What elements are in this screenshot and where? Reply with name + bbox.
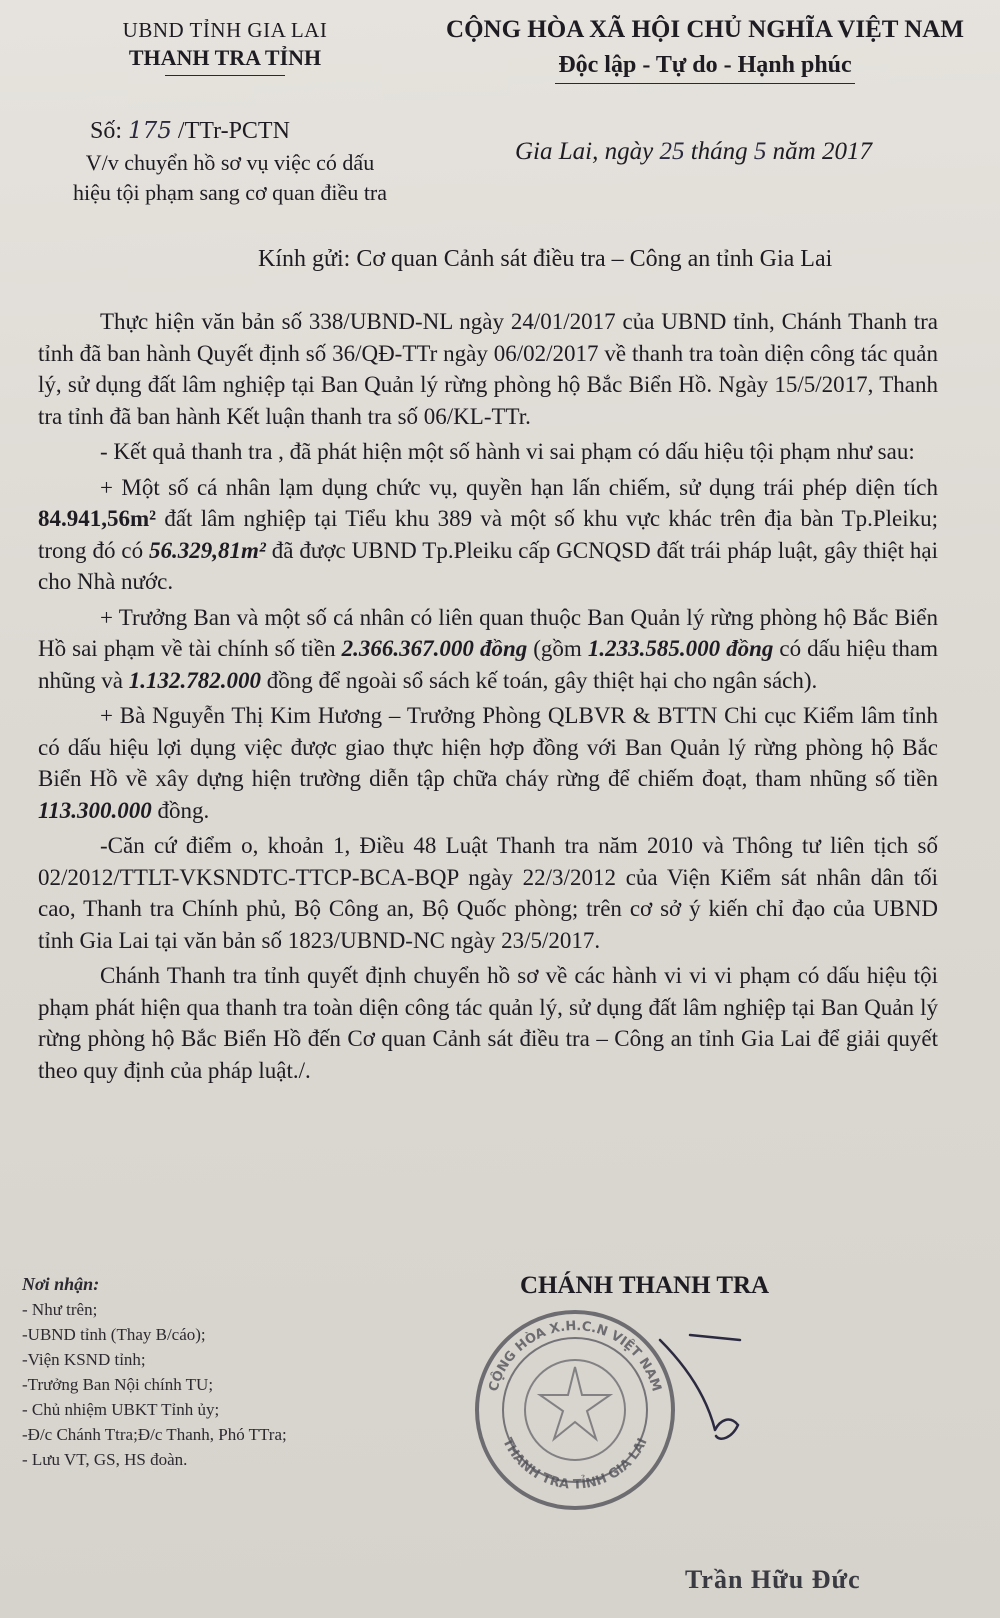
- recipient-item: -UBND tỉnh (Thay B/cáo);: [22, 1325, 206, 1344]
- text: + Bà Nguyễn Thị Kim Hương – Trưởng Phòng QLBVR & BTTN Chi cục Kiểm lâm tỉnh có dấu hiệu lợi dụng việc được giao thực hiện hợp đồng với Ban Quản lý rừng phòng hộ Bắc Biển Hồ về xây dựng hiện trường diễn tập chữa cháy rừng để chiếm đoạt, tham nhũng số tiền: [38, 703, 938, 791]
- issuing-agency-block: [70, 18, 380, 76]
- recipient-item: - Như trên;: [22, 1300, 98, 1319]
- paragraph-7: Chánh Thanh tra tỉnh quyết định chuyển hồ sơ về các hành vi vi vi phạm có dấu hiệu tội phạm phát hiện qua thanh tra toàn diện công tác quản lý, sử dụng đất lâm nghiệp tại Ban Quản lý rừng phòng hộ Bắc Biển Hồ đến Cơ quan Cảnh sát điều tra – Công an tỉnh Gia Lai để giải quyết theo quy định của pháp luật./.: [38, 963, 938, 1083]
- number-suffix: /TTr-PCTN: [177, 118, 290, 144]
- recipient-item: -Trưởng Ban Nội chính TU;: [22, 1375, 214, 1394]
- paragraph-6: -Căn cứ điểm o, khoản 1, Điều 48 Luật Thanh tra năm 2010 và Thông tư liên tịch số 02/2012/TTLT-VKSNDTC-TTCP-BCA-BQP ngày 22/3/2012 của Viện Kiểm sát nhân dân tối cao, Thanh tra Chính phủ, Bộ Công an, Bộ Quốc phòng; trên cơ sở ý kiến chỉ đạo của UBND tỉnh Gia Lai tại văn bản số 1823/UBND-NC ngày 23/5/2017.: [38, 833, 938, 953]
- paragraph-5: [38, 700, 938, 826]
- number-value: 175: [128, 118, 172, 144]
- text: (gồm: [527, 636, 588, 661]
- recipient-item: - Chủ nhiệm UBKT Tỉnh ủy;: [22, 1400, 220, 1419]
- divider: [165, 75, 285, 76]
- date-month: 5: [753, 138, 767, 165]
- signer-title: CHÁNH THANH TRA: [520, 1272, 770, 1299]
- country-name: CỘNG HÒA XÃ HỘI CHỦ NGHĨA VIỆT NAM: [446, 16, 964, 43]
- document-number: [90, 118, 290, 145]
- motto: Độc lập - Tự do - Hạnh phúc: [558, 52, 852, 78]
- amount-value: 2.366.367.000 đồng: [341, 636, 528, 661]
- divider: [555, 83, 855, 84]
- text: đồng để ngoài sổ sách kế toán, gây thiệt hại cho ngân sách).: [260, 667, 818, 693]
- paragraph-2: - Kết quả thanh tra , đã phát hiện một số hành vi sai phạm có dấu hiệu tội phạm như sau:: [100, 439, 915, 464]
- agency-name: THANH TRA TỈNH: [128, 45, 322, 70]
- agency-parent: UBND TỈNH GIA LAI: [122, 18, 328, 42]
- date-year: năm 2017: [772, 138, 872, 165]
- amount-value: 1.132.782.000: [128, 667, 261, 693]
- subject-line-1: V/v chuyển hồ sơ vụ việc có dấu: [85, 150, 375, 175]
- document-body: [38, 306, 938, 1090]
- recipient-line: Kính gửi: Cơ quan Cảnh sát điều tra – Công an tỉnh Gia Lai: [258, 246, 833, 272]
- seal-bottom-text: THANH TRA TỈNH GIA LAI: [499, 1435, 651, 1493]
- recipients-list: [22, 1272, 287, 1472]
- recipient-item: -Viện KSND tỉnh;: [22, 1350, 146, 1369]
- number-label: Số:: [90, 118, 123, 144]
- paragraph-1: Thực hiện văn bản số 338/UBND-NL ngày 24/01/2017 của UBND tỉnh, Chánh Thanh tra tỉnh đã ban hành Quyết định số 36/QĐ-TTr ngày 06/02/2017 về thanh tra toàn diện công tác quản lý, sử dụng đất lâm nghiệp tại Ban Quản lý rừng phòng hộ Bắc Biển Hồ. Ngày 15/5/2017, Thanh tra tỉnh đã ban hành Kết luận thanh tra số 06/KL-TTr.: [38, 309, 938, 429]
- handwritten-signature-icon: [620, 1320, 760, 1460]
- recipients-title: Nơi nhận:: [22, 1274, 100, 1294]
- date-place: Gia Lai, ngày: [515, 138, 654, 165]
- text: đồng.: [151, 797, 210, 823]
- seal-top-text: CỘNG HÒA X.H.C.N VIỆT NAM: [486, 1318, 664, 1394]
- subject-line: [50, 148, 410, 208]
- national-header-block: [415, 16, 995, 84]
- date-month-label: tháng: [690, 138, 748, 165]
- recipient-item: -Đ/c Chánh Ttra;Đ/c Thanh, Phó TTra;: [22, 1425, 287, 1444]
- area-value: 84.941,56m²: [38, 506, 157, 531]
- subject-line-2: hiệu tội phạm sang cơ quan điều tra: [72, 180, 388, 205]
- amount-value: 1.233.585.000 đồng: [587, 636, 774, 661]
- text: đất lâm nghiệp tại Tiểu khu 389 và một số khu vực khác trên địa bàn Tp.Pleiku; trong đó có: [38, 506, 938, 563]
- date-day: 25: [659, 138, 685, 165]
- recipient-item: - Lưu VT, GS, HS đoàn.: [22, 1450, 188, 1469]
- text: có dấu hiệu tham nhũng và: [38, 636, 938, 693]
- paragraph-3: [38, 472, 938, 598]
- paragraph-4: [38, 602, 938, 697]
- text: đã được UBND Tp.Pleiku cấp GCNQSD đất trái pháp luật, gây thiệt hại cho Nhà nước.: [38, 537, 938, 594]
- signer-name: Trần Hữu Đức: [685, 1565, 861, 1594]
- text: + Trưởng Ban và một số cá nhân có liên quan thuộc Ban Quản lý rừng phòng hộ Bắc Biển Hồ sai phạm về tài chính số tiền: [38, 604, 938, 661]
- area-value: 56.329,81m²: [149, 537, 266, 563]
- text: + Một số cá nhân lạm dụng chức vụ, quyền hạn lấn chiếm, sử dụng trái phép diện tích: [100, 474, 938, 500]
- document-date: [515, 138, 872, 166]
- amount-value: 113.300.000: [38, 797, 152, 823]
